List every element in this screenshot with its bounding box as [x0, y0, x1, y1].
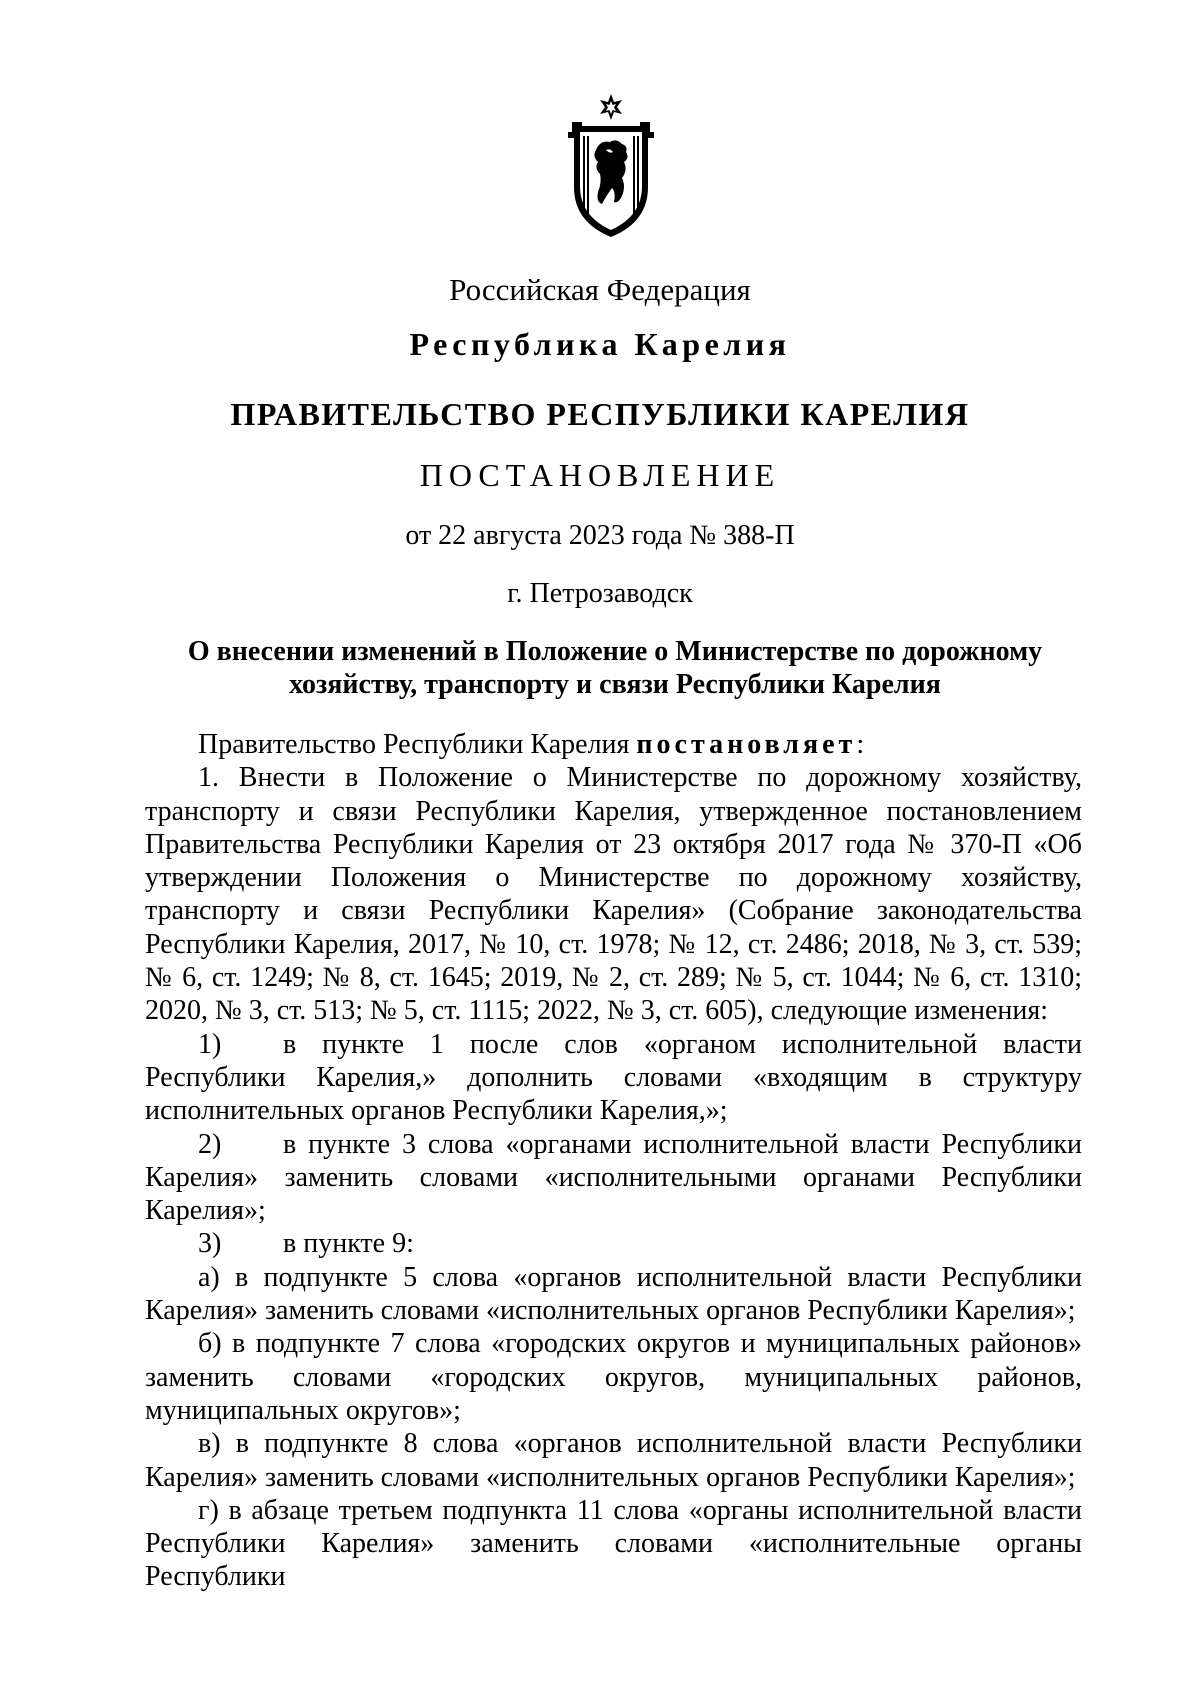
item-2-text: в пункте 3 слова «органами исполнительной власти Республики Карелия» заменить словами «исполнительными органами Республики Карелия»;: [145, 1128, 1082, 1227]
subitem-a: а) в подпункте 5 слова «органов исполнительной власти Республики Карелия» заменить словами «исполнительных органов Республики Карелия»;: [145, 1261, 1082, 1327]
decree-word: постановляет: [636, 729, 857, 760]
item-2: [145, 1128, 1082, 1228]
title-line-2: хозяйству, транспорту и связи Республики Карелия: [289, 669, 941, 700]
subitem-v: в) в подпункте 8 слова «органов исполнительной власти Республики Карелия» заменить словами «исполнительных органов Республики Карелия»;: [145, 1428, 1082, 1493]
item-1-text: в пункте 1 после слов «органом исполнительной власти Республики Карелия,» дополнить словами «входящим в структуру исполнительных органов Республики Карелия,»;: [145, 1028, 1082, 1127]
country-name: Российская Федерация: [449, 272, 751, 307]
coat-of-arms-emblem: [566, 92, 656, 242]
republic-name: Республика Карелия: [409, 326, 791, 362]
item-3-number: 3): [198, 1228, 222, 1260]
title-line-1: О внесении изменений в Положение о Министерстве по дорожному: [187, 636, 1043, 667]
item-2-number: 2): [198, 1128, 222, 1160]
item-1-number: 1): [198, 1028, 222, 1060]
date-and-number: от 22 августа 2023 года № 388-П: [405, 520, 795, 551]
document-type: ПОСТАНОВЛЕНИЕ: [419, 457, 781, 493]
intro-paragraph: [145, 728, 1082, 761]
government-name: ПРАВИТЕЛЬСТВО РЕСПУБЛИКИ КАРЕЛИЯ: [230, 396, 970, 432]
intro-prefix: Правительство Республики Карелия: [198, 729, 637, 760]
document-body: [145, 728, 1082, 1594]
paragraph-1: 1. Внести в Положение о Министерстве по дорожному хозяйству, транспорту и связи Республики Карелия, утвержденное постановлением Правительства Республики Карелия от 23 октября 2017 года № 370-П «Об утверждении Положения о Министерстве по дорожному хозяйству, транспорту и связи Республики Карелия» (Собрание законодательства Республики Карелия, 2017, № 10, ст. 1978; № 12, ст. 2486; 2018, № 3, ст. 539; № 6, ст. 1249; № 8, ст. 1645; 2019, № 2, ст. 289; № 5, ст. 1044; № 6, ст. 1310; 2020, № 3, ст. 513; № 5, ст. 1115; 2022, № 3, ст. 605), следующие изменения:: [145, 762, 1082, 1027]
item-3-text: в пункте 9:: [283, 1228, 414, 1260]
document-title: [150, 635, 1080, 701]
intro-suffix: :: [856, 729, 865, 760]
city: г. Петрозаводск: [507, 578, 693, 609]
item-3: [145, 1227, 1082, 1260]
subitem-b: б) в подпункте 7 слова «городских округов и муниципальных районов» заменить словами «городских округов, муниципальных районов, муниципальных округов»;: [145, 1328, 1082, 1426]
subitem-g: г) в абзаце третьем подпункта 11 слова «органы исполнительной власти Республики Карелия» заменить словами «исполнительные органы Республики: [145, 1494, 1082, 1593]
item-1: [145, 1028, 1082, 1128]
